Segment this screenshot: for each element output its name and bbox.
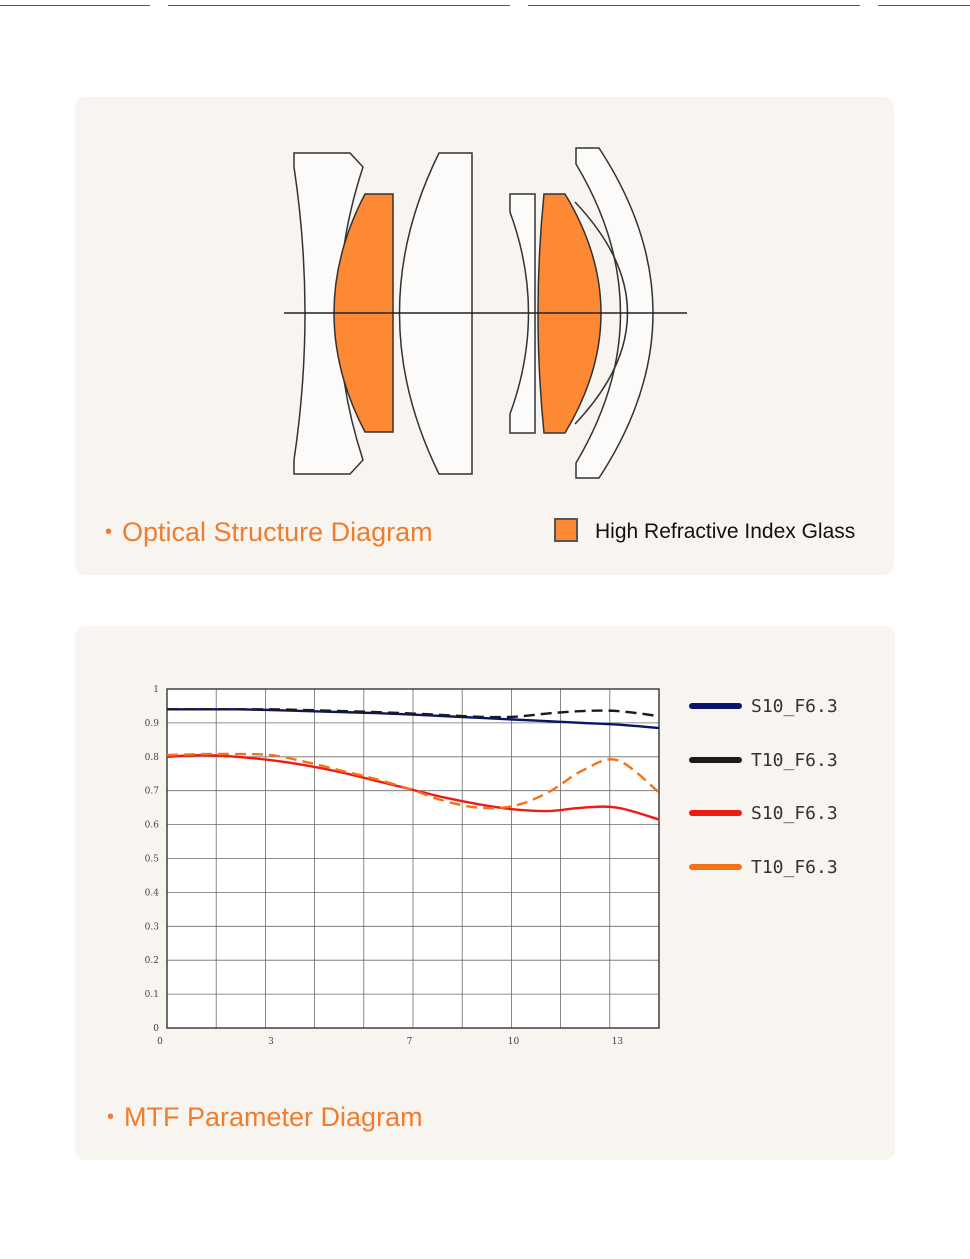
bullet-icon: • [107, 1106, 115, 1128]
x-tick-label: 10 [507, 1037, 520, 1047]
x-tick-label: 3 [268, 1037, 274, 1047]
legend-label-4: T10_F6.3 [751, 857, 838, 878]
y-tick-label: 0.9 [144, 718, 159, 729]
y-tick-labels [145, 685, 160, 1034]
y-tick-label: 0.5 [144, 854, 159, 865]
optical-structure-card [75, 97, 894, 575]
x-tick-label: 13 [611, 1037, 624, 1047]
optical-structure-caption [105, 517, 433, 548]
legend [692, 696, 838, 878]
mtf-caption-text: MTF Parameter Diagram [124, 1102, 423, 1132]
legend-label-1: S10_F6.3 [751, 696, 838, 717]
x-tick-label: 0 [157, 1037, 163, 1047]
mtf-caption [107, 1102, 423, 1133]
y-tick-label: 1 [153, 685, 159, 695]
y-tick-label: 0.1 [144, 990, 159, 1001]
mtf-chart [75, 626, 895, 1160]
legend-label-2: T10_F6.3 [751, 750, 838, 771]
legend-label-3: S10_F6.3 [751, 803, 838, 824]
top-rule [0, 5, 970, 6]
y-tick-label: 0.2 [144, 956, 159, 967]
y-tick-label: 0 [153, 1024, 159, 1034]
optical-caption-text: Optical Structure Diagram [122, 517, 433, 547]
x-tick-label: 7 [406, 1037, 413, 1047]
y-tick-label: 0.3 [144, 922, 159, 933]
bullet-icon: • [105, 521, 113, 543]
optical-structure-diagram [75, 97, 894, 575]
y-tick-label: 0.7 [144, 786, 159, 797]
y-tick-label: 0.4 [144, 888, 159, 899]
y-tick-label: 0.6 [144, 820, 159, 831]
y-tick-label: 0.8 [144, 752, 159, 763]
x-tick-labels [157, 1037, 623, 1047]
high-index-legend-swatch [554, 518, 578, 542]
mtf-card [75, 626, 895, 1160]
high-index-legend-label: High Refractive Index Glass [595, 520, 856, 543]
